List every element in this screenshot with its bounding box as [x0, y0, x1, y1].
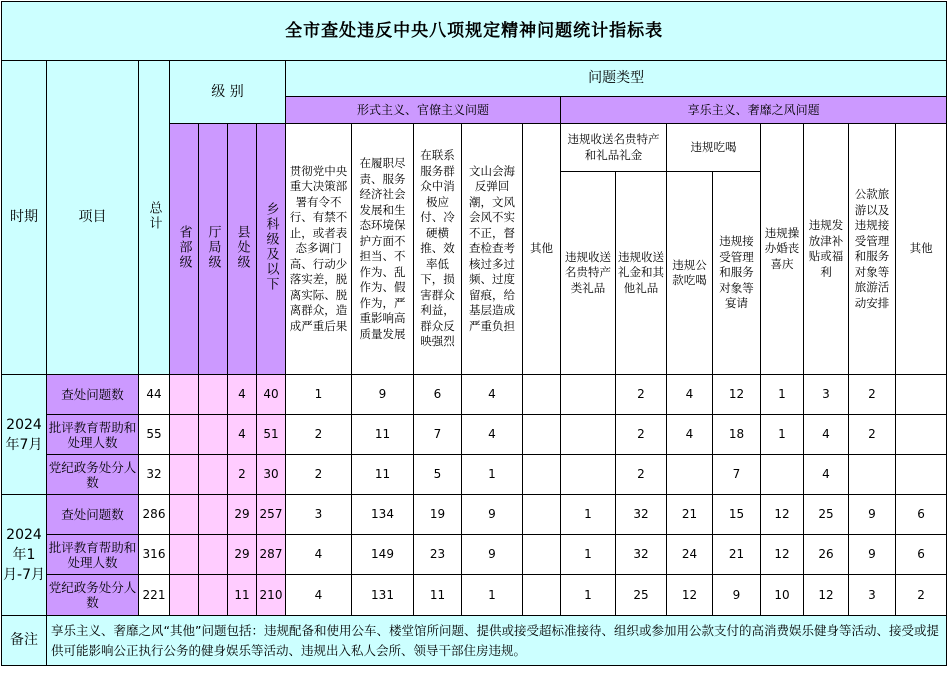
- value-cell: 9: [462, 495, 523, 535]
- value-cell: 2: [616, 415, 667, 455]
- value-cell: 4: [228, 415, 257, 455]
- table-title: 全市查处违反中央八项规定精神问题统计指标表: [2, 2, 947, 61]
- value-cell: 131: [352, 575, 414, 616]
- value-cell: [523, 575, 561, 616]
- value-cell: 25: [616, 575, 667, 616]
- table-row: [2, 455, 947, 495]
- formalism-col-4: 文山会海反弹回潮，文风会风不实不正，督查检查考核过多过频、过度留痕，给基层造成严重负担: [462, 124, 523, 375]
- value-cell: [523, 535, 561, 575]
- value-cell: 9: [849, 495, 896, 535]
- note-label: 备注: [2, 616, 47, 666]
- value-cell: 2: [286, 455, 352, 495]
- value-cell: 19: [414, 495, 462, 535]
- value-cell: 32: [616, 535, 667, 575]
- value-cell: 3: [286, 495, 352, 535]
- value-cell: [199, 535, 228, 575]
- value-cell: 11: [414, 575, 462, 616]
- level-county: 县处级: [228, 124, 257, 375]
- dining-col-public: 违规公款吃喝: [667, 172, 713, 375]
- value-cell: [170, 375, 199, 415]
- value-cell: 1: [286, 375, 352, 415]
- value-cell: 9: [352, 375, 414, 415]
- value-cell: [199, 575, 228, 616]
- statistics-table: [1, 1, 947, 666]
- row-item-label: 党纪政务处分人数: [47, 455, 139, 495]
- value-cell: 257: [257, 495, 286, 535]
- value-cell: 2: [228, 455, 257, 495]
- total-value: 44: [139, 375, 170, 415]
- value-cell: 24: [667, 535, 713, 575]
- value-cell: 4: [667, 415, 713, 455]
- value-cell: 23: [414, 535, 462, 575]
- value-cell: 4: [286, 575, 352, 616]
- value-cell: [561, 415, 616, 455]
- value-cell: 6: [896, 535, 947, 575]
- value-cell: [523, 455, 561, 495]
- value-cell: 3: [849, 575, 896, 616]
- formalism-header: 形式主义、官僚主义问题: [286, 97, 561, 124]
- value-cell: 9: [462, 535, 523, 575]
- note-row: [2, 616, 947, 666]
- value-cell: 11: [228, 575, 257, 616]
- total-value: 286: [139, 495, 170, 535]
- level-bureau: 厅局级: [199, 124, 228, 375]
- period-label: 2024年7月: [2, 375, 47, 495]
- total-value: 221: [139, 575, 170, 616]
- value-cell: 134: [352, 495, 414, 535]
- value-cell: [523, 415, 561, 455]
- value-cell: 12: [761, 495, 804, 535]
- value-cell: 7: [414, 415, 462, 455]
- value-cell: 2: [896, 575, 947, 616]
- value-cell: 4: [228, 375, 257, 415]
- value-cell: 29: [228, 535, 257, 575]
- hedonism-col-wedding: 违规操办婚丧喜庆: [761, 124, 804, 375]
- value-cell: 1: [561, 535, 616, 575]
- level-header: 级 别: [170, 61, 286, 124]
- item-header: 项目: [47, 61, 139, 375]
- total-value: 55: [139, 415, 170, 455]
- hedonism-col-travel: 公款旅游以及违规接受管理和服务对象等旅游活动安排: [849, 124, 896, 375]
- table-row: [2, 415, 947, 455]
- value-cell: [561, 455, 616, 495]
- value-cell: 29: [228, 495, 257, 535]
- value-cell: [896, 375, 947, 415]
- value-cell: [199, 495, 228, 535]
- value-cell: 30: [257, 455, 286, 495]
- value-cell: 9: [713, 575, 761, 616]
- value-cell: 15: [713, 495, 761, 535]
- table-row: [2, 575, 947, 616]
- table-row: [2, 375, 947, 415]
- value-cell: [170, 535, 199, 575]
- total-header: 总计: [139, 61, 170, 375]
- value-cell: 7: [713, 455, 761, 495]
- total-value: 32: [139, 455, 170, 495]
- value-cell: 12: [667, 575, 713, 616]
- value-cell: 6: [896, 495, 947, 535]
- value-cell: 2: [286, 415, 352, 455]
- value-cell: 4: [462, 415, 523, 455]
- value-cell: 25: [804, 495, 849, 535]
- gift-col-cash: 违规收送礼金和其他礼品: [616, 172, 667, 375]
- value-cell: [667, 455, 713, 495]
- value-cell: 2: [616, 455, 667, 495]
- value-cell: [170, 495, 199, 535]
- row-item-label: 查处问题数: [47, 495, 139, 535]
- value-cell: 1: [462, 455, 523, 495]
- value-cell: [523, 495, 561, 535]
- value-cell: 12: [713, 375, 761, 415]
- gift-group-header: 违规收送名贵特产和礼品礼金: [561, 124, 667, 172]
- value-cell: [199, 375, 228, 415]
- value-cell: 10: [761, 575, 804, 616]
- value-cell: 4: [804, 415, 849, 455]
- total-value: 316: [139, 535, 170, 575]
- value-cell: [523, 375, 561, 415]
- row-item-label: 批评教育帮助和处理人数: [47, 535, 139, 575]
- gift-col-specialty: 违规收送名贵特产类礼品: [561, 172, 616, 375]
- value-cell: 287: [257, 535, 286, 575]
- value-cell: 5: [414, 455, 462, 495]
- value-cell: 2: [849, 375, 896, 415]
- value-cell: 6: [414, 375, 462, 415]
- hedonism-header: 享乐主义、奢靡之风问题: [561, 97, 947, 124]
- value-cell: 11: [352, 415, 414, 455]
- value-cell: 4: [667, 375, 713, 415]
- value-cell: [170, 575, 199, 616]
- value-cell: 21: [713, 535, 761, 575]
- value-cell: [199, 455, 228, 495]
- dining-group-header: 违规吃喝: [667, 124, 761, 172]
- value-cell: [199, 415, 228, 455]
- value-cell: 149: [352, 535, 414, 575]
- value-cell: 1: [561, 495, 616, 535]
- value-cell: [170, 415, 199, 455]
- value-cell: [849, 455, 896, 495]
- value-cell: [170, 455, 199, 495]
- row-item-label: 党纪政务处分人数: [47, 575, 139, 616]
- hedonism-col-other: 其他: [896, 124, 947, 375]
- period-label: 2024年1月-7月: [2, 495, 47, 616]
- formalism-col-3: 在联系服务群众中消极应付、冷硬横推、效率低下，损害群众利益，群众反映强烈: [414, 124, 462, 375]
- value-cell: 9: [849, 535, 896, 575]
- period-header: 时期: [2, 61, 47, 375]
- value-cell: [761, 455, 804, 495]
- value-cell: 2: [616, 375, 667, 415]
- value-cell: 11: [352, 455, 414, 495]
- level-provincial: 省部级: [170, 124, 199, 375]
- value-cell: 2: [849, 415, 896, 455]
- value-cell: [896, 455, 947, 495]
- table-row: [2, 495, 947, 535]
- hedonism-col-allowance: 违规发放津补贴或福利: [804, 124, 849, 375]
- value-cell: 12: [761, 535, 804, 575]
- value-cell: 40: [257, 375, 286, 415]
- value-cell: 1: [761, 415, 804, 455]
- value-cell: 51: [257, 415, 286, 455]
- row-item-label: 查处问题数: [47, 375, 139, 415]
- row-item-label: 批评教育帮助和处理人数: [47, 415, 139, 455]
- value-cell: 210: [257, 575, 286, 616]
- value-cell: [896, 415, 947, 455]
- note-text: 享乐主义、奢靡之风“其他”问题包括：违规配备和使用公车、楼堂馆所问题、提供或接受超标准接待、组织或参加用公款支付的高消费娱乐健身等活动、接受或提供可能影响公正执行公务的健身娱乐等活动、违规出入私人会所、领导干部住房违规。: [47, 616, 947, 666]
- value-cell: [561, 375, 616, 415]
- value-cell: 4: [462, 375, 523, 415]
- problem-type-header: 问题类型: [286, 61, 947, 97]
- value-cell: 1: [561, 575, 616, 616]
- value-cell: 3: [804, 375, 849, 415]
- level-township: 乡科级及以下: [257, 124, 286, 375]
- formalism-col-other: 其他: [523, 124, 561, 375]
- formalism-col-1: 贯彻党中央重大决策部署有令不行、有禁不止，或者表态多调门高、行动少落实差，脱离实际、脱离群众，造成严重后果: [286, 124, 352, 375]
- value-cell: 12: [804, 575, 849, 616]
- value-cell: 21: [667, 495, 713, 535]
- table-row: [2, 535, 947, 575]
- dining-col-banquet: 违规接受管理和服务对象等宴请: [713, 172, 761, 375]
- value-cell: 1: [462, 575, 523, 616]
- value-cell: 4: [804, 455, 849, 495]
- value-cell: 26: [804, 535, 849, 575]
- formalism-col-2: 在履职尽责、服务经济社会发展和生态环境保护方面不担当、不作为、乱作为、假作为，严重影响高质量发展: [352, 124, 414, 375]
- value-cell: 32: [616, 495, 667, 535]
- value-cell: 4: [286, 535, 352, 575]
- value-cell: 18: [713, 415, 761, 455]
- value-cell: 1: [761, 375, 804, 415]
